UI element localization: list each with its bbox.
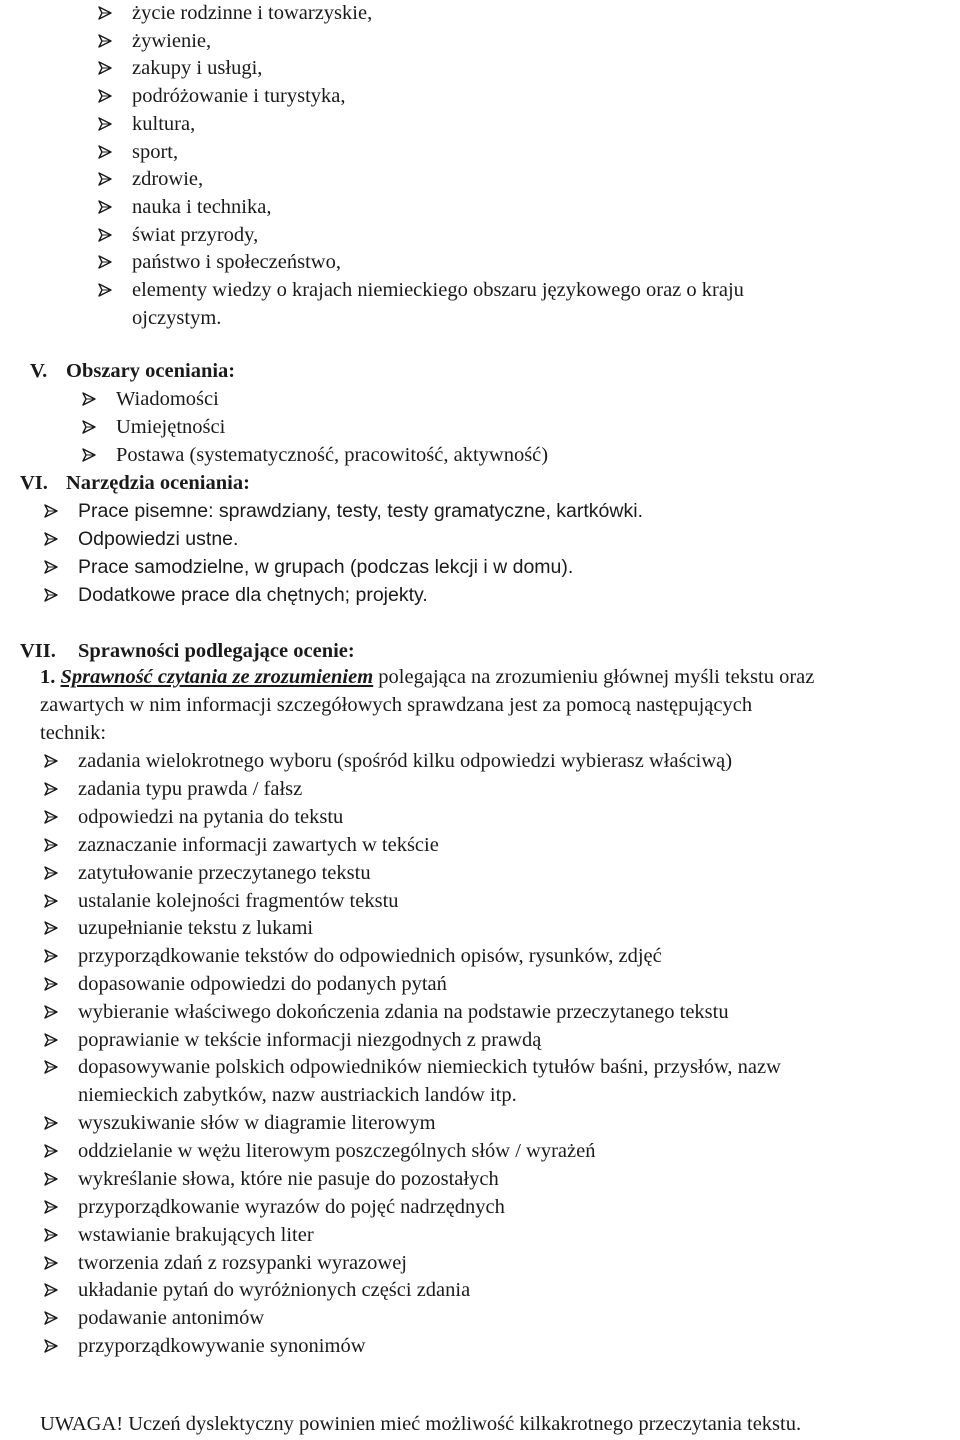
arrow-bullet-icon	[44, 894, 58, 908]
list-item	[0, 0, 960, 28]
list-item-label-cont: ojczystym.	[132, 307, 222, 329]
list-item	[0, 832, 960, 860]
list-item	[0, 1138, 960, 1166]
section-title: Sprawności podlegające ocenie:	[78, 640, 355, 662]
list-item-label-cont: niemieckich zabytków, nazw austriackich landów itp.	[78, 1084, 517, 1106]
paragraph-number: 1.	[40, 666, 56, 688]
list-item	[0, 414, 960, 442]
list-item-label: zakupy i usługi,	[132, 57, 263, 80]
arrow-bullet-icon	[98, 172, 112, 186]
list-item	[0, 999, 960, 1027]
arrow-bullet-icon	[44, 1200, 58, 1214]
list-item-label: wybieranie właściwego dokończenia zdania na podstawie przeczytanego tekstu	[78, 1001, 729, 1024]
arrow-bullet-icon	[44, 1283, 58, 1297]
arrow-bullet-icon	[44, 588, 58, 602]
list-item-label: świat przyrody,	[132, 223, 259, 246]
arrow-bullet-icon	[44, 866, 58, 880]
list-item	[0, 1110, 960, 1138]
arrow-bullet-icon	[44, 1005, 58, 1019]
arrow-bullet-icon	[98, 117, 112, 131]
list-item-label: przyporządkowanie tekstów do odpowiednich opisów, rysunków, zdjęć	[78, 945, 662, 968]
list-item	[0, 222, 960, 250]
arrow-bullet-icon	[82, 448, 96, 462]
list-item	[0, 526, 960, 554]
list-item-label: poprawianie w tekście informacji niezgodnych z prawdą	[78, 1029, 542, 1051]
arrow-bullet-icon	[98, 34, 112, 48]
list-item-label: podróżowanie i turystyka,	[132, 85, 346, 108]
list-item-label: Odpowiedzi ustne.	[78, 528, 239, 550]
list-item	[0, 748, 960, 776]
note-text: UWAGA! Uczeń dyslektyczny powinien mieć możliwość kilkakrotnego przeczytania tekstu.	[40, 1413, 802, 1435]
list-item	[0, 83, 960, 111]
list-item-label: ustalanie kolejności fragmentów tekstu	[78, 889, 399, 912]
arrow-bullet-icon	[44, 1144, 58, 1158]
list-item	[0, 1305, 960, 1333]
arrow-bullet-icon	[82, 420, 96, 434]
arrow-bullet-icon	[98, 200, 112, 214]
list-item	[0, 498, 960, 526]
list-item-label: Prace pisemne: sprawdziany, testy, testy gramatyczne, kartkówki.	[78, 500, 643, 522]
list-item	[0, 139, 960, 167]
list-item-label: tworzenia zdań z rozsypanki wyrazowej	[78, 1251, 407, 1274]
arrow-bullet-icon	[98, 255, 112, 269]
arrow-bullet-icon	[44, 921, 58, 935]
list-item	[0, 554, 960, 582]
list-item	[0, 55, 960, 83]
arrow-bullet-icon	[98, 61, 112, 75]
list-item	[0, 442, 960, 470]
arrow-bullet-icon	[44, 949, 58, 963]
list-item-label: dopasowywanie polskich odpowiedników niemieckich tytułów baśni, przysłów, nazw	[78, 1056, 781, 1078]
list-item	[0, 1222, 960, 1250]
list-item-label: Postawa (systematyczność, pracowitość, aktywność)	[116, 444, 549, 466]
list-item	[0, 28, 960, 56]
list-item	[0, 776, 960, 804]
arrow-bullet-icon	[44, 1116, 58, 1130]
list-item	[0, 915, 960, 943]
list-item-label: układanie pytań do wyróżnionych części zdania	[78, 1279, 471, 1302]
arrow-bullet-icon	[44, 782, 58, 796]
arrow-bullet-icon	[44, 977, 58, 991]
list-item	[0, 804, 960, 832]
section-title: Narzędzia oceniania:	[66, 472, 250, 494]
list-item	[0, 888, 960, 916]
paragraph-text: polegająca na zrozumieniu głównej myśli tekstu oraz	[373, 666, 815, 688]
list-item-label: wstawianie brakujących liter	[78, 1223, 314, 1246]
arrow-bullet-icon	[44, 838, 58, 852]
arrow-bullet-icon	[98, 89, 112, 103]
section-number: VII.	[20, 640, 56, 662]
list-item-label: uzupełnianie tekstu z lukami	[78, 917, 314, 940]
list-item	[0, 386, 960, 414]
section-title: Obszary oceniania:	[66, 360, 236, 382]
list-item	[0, 860, 960, 888]
section-number: V.	[30, 360, 48, 382]
arrow-bullet-icon	[44, 504, 58, 518]
list-item-label: żywienie,	[132, 29, 212, 52]
arrow-bullet-icon	[44, 560, 58, 574]
list-item-label: zadania wielokrotnego wyboru (spośród kilku odpowiedzi wybierasz właściwą)	[78, 750, 733, 772]
list-item-label: wykreślanie słowa, które nie pasuje do pozostałych	[78, 1167, 499, 1190]
list-item-label: dopasowanie odpowiedzi do podanych pytań	[78, 973, 447, 996]
list-item-label: kultura,	[132, 112, 196, 135]
paragraph-highlight: Sprawność czytania ze zrozumieniem	[60, 666, 374, 688]
list-item-label: zatytułowanie przeczytanego tekstu	[78, 861, 371, 884]
arrow-bullet-icon	[98, 6, 112, 20]
list-item	[0, 111, 960, 139]
arrow-bullet-icon	[44, 754, 58, 768]
list-item-label: sport,	[132, 140, 179, 163]
list-item	[0, 194, 960, 222]
list-item	[0, 249, 960, 277]
arrow-bullet-icon	[44, 1311, 58, 1325]
list-item-label: elementy wiedzy o krajach niemieckiego obszaru językowego oraz o kraju	[132, 279, 744, 301]
list-item-label: przyporządkowywanie synonimów	[78, 1335, 366, 1358]
arrow-bullet-icon	[44, 1060, 58, 1074]
list-item-label: wyszukiwanie słów w diagramie literowym	[78, 1112, 436, 1134]
list-item-label: nauka i technika,	[132, 195, 272, 218]
arrow-bullet-icon	[44, 1172, 58, 1186]
list-item	[0, 1027, 960, 1055]
list-item	[0, 582, 960, 610]
list-item-label: podawanie antonimów	[78, 1307, 265, 1330]
arrow-bullet-icon	[98, 145, 112, 159]
list-item	[0, 971, 960, 999]
arrow-bullet-icon	[44, 1033, 58, 1047]
arrow-bullet-icon	[82, 392, 96, 406]
arrow-bullet-icon	[44, 810, 58, 824]
section-number: VI.	[20, 472, 48, 494]
list-item-label: Prace samodzielne, w grupach (podczas lekcji i w domu).	[78, 556, 574, 578]
arrow-bullet-icon	[44, 532, 58, 546]
list-item-label: odpowiedzi na pytania do tekstu	[78, 805, 344, 828]
list-item-label: przyporządkowanie wyrazów do pojęć nadrzędnych	[78, 1195, 505, 1218]
list-item	[0, 1166, 960, 1194]
list-item-label: zadania typu prawda / fałsz	[78, 777, 303, 800]
arrow-bullet-icon	[98, 228, 112, 242]
list-item-label: zdrowie,	[132, 168, 204, 191]
list-item	[0, 1250, 960, 1278]
list-item-label: Wiadomości	[116, 388, 219, 410]
list-item-label: zaznaczanie informacji zawartych w tekście	[78, 833, 439, 856]
list-item	[0, 166, 960, 194]
paragraph-text: technik:	[40, 722, 107, 744]
list-item	[0, 1277, 960, 1305]
arrow-bullet-icon	[44, 1339, 58, 1353]
arrow-bullet-icon	[44, 1256, 58, 1270]
list-item	[0, 1333, 960, 1361]
list-item-label: życie rodzinne i towarzyskie,	[132, 2, 373, 24]
list-item-label: Umiejętności	[116, 416, 226, 438]
arrow-bullet-icon	[98, 283, 112, 297]
list-item	[0, 1194, 960, 1222]
list-item	[0, 943, 960, 971]
arrow-bullet-icon	[44, 1228, 58, 1242]
paragraph-text: zawartych w nim informacji szczegółowych sprawdzana jest za pomocą następujących	[40, 694, 753, 716]
list-item-label: Dodatkowe prace dla chętnych; projekty.	[78, 584, 428, 606]
list-item-label: państwo i społeczeństwo,	[132, 251, 341, 274]
list-item-label: oddzielanie w wężu literowym poszczególnych słów / wyrażeń	[78, 1139, 596, 1162]
